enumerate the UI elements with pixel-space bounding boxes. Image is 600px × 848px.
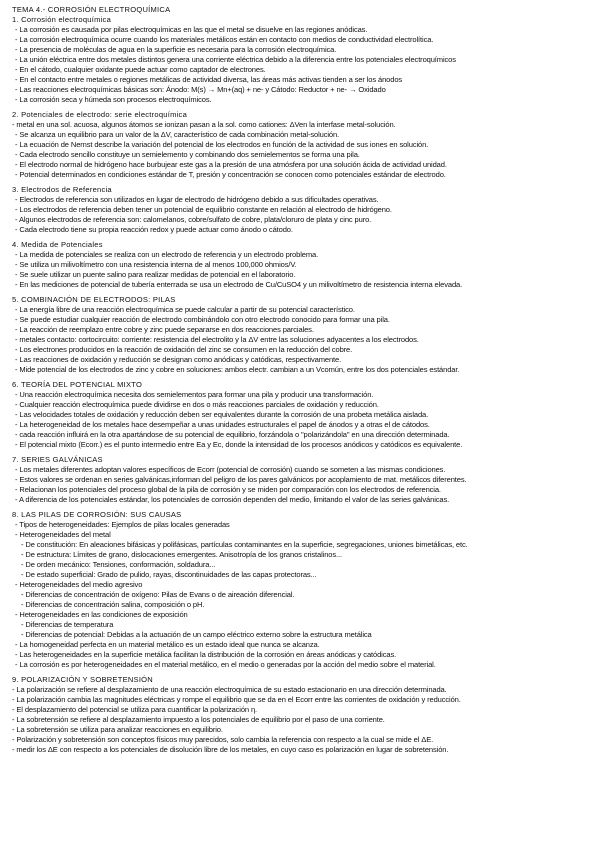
sub-bullet-line: - De constitución: En aleaciones bifásicas y polifásicas, partículas contaminantes en la superficie, segregaciones, uniones bimetálicas, etc. xyxy=(21,540,468,549)
bullet-line: - La corrosión es causada por pilas electroquímicas en las que el metal se disuelve en las regiones anódicas. xyxy=(15,25,368,34)
bullet-line: - Potencial determinados en condiciones estándar de T, presión y concentración se conocen como potenciales estándar de electrodo. xyxy=(15,170,446,179)
section-heading: 8. LAS PILAS DE CORROSIÓN: SUS CAUSAS xyxy=(12,510,182,519)
bullet-line: - La corrosión seca y húmeda son procesos electroquímicos. xyxy=(15,95,212,104)
bullet-line: - La energía libre de una reacción electroquímica se puede calcular a partir de su potencial característico. xyxy=(15,305,355,314)
bullet-line: - La homogeneidad perfecta en un material metálico es un estado ideal que nunca se alcanza. xyxy=(15,640,320,649)
section-heading: 1. Corrosión electroquímica xyxy=(12,15,112,24)
bullet-line: - Se alcanza un equilibrio para un valor de la ΔV, característico de cada combinación metal-solución. xyxy=(15,130,340,139)
section-heading: 5. COMBINACIÓN DE ELECTRODOS: PILAS xyxy=(12,295,176,304)
document-title: TEMA 4.- CORROSIÓN ELECTROQUÍMICA xyxy=(12,5,171,14)
section xyxy=(12,675,596,755)
bullet-line: - En el contacto entre metales o regiones metálicas de actividad diversa, las áreas más activas tienden a ser los ánodos xyxy=(15,75,403,84)
sub-bullet-line: - De estructura: Límites de grano, dislocaciones emergentes. Anisotropía de los granos cristalinos... xyxy=(21,550,342,559)
bullet-line: - La unión eléctrica entre dos metales distintos genera una corriente eléctrica debido a la diferencia entre los potenciales electroquímicos xyxy=(15,55,456,64)
section-heading: 9. POLARIZACIÓN Y SOBRETENSIÓN xyxy=(12,675,154,684)
bullet-line: - El potencial mixto (Ecorr.) es el punto intermedio entre Ea y Ec, donde la intensidad de los procesos anódicos y catódicos es equivalente. xyxy=(15,440,463,449)
bullet-line: - Heterogeneidades del metal xyxy=(15,530,111,539)
bullet-line: - Tipos de heterogeneidades: Ejemplos de pilas locales generadas xyxy=(15,520,230,529)
bullet-line: - Heterogeneidades en las condiciones de exposición xyxy=(15,610,188,619)
bullet-line: - La corrosión es por heterogeneidades en el material metálico, en el medio o generadas por la acción del medio sobre el material. xyxy=(15,660,436,669)
bullet-line: - La sobretensión se refiere al desplazamiento impuesto a los potenciales de equilibrio por el paso de una corriente. xyxy=(12,715,385,724)
bullet-line: - Estos valores se ordenan en series galvánicas,informan del peligro de los pares galvánicos por acoplamiento de mat. metálicos diferentes. xyxy=(15,475,467,484)
bullet-line: - La heterogeneidad de los metales hace desempeñar a unas unidades estructurales el papel de ánodos y a otras el de cátodos. xyxy=(15,420,430,429)
bullet-line: - La polarización se refiere al desplazamiento de una reacción electroquímica de su estado estacionario en una dirección determinada. xyxy=(12,685,447,694)
bullet-line: - En las mediciones de potencial de tubería enterrada se usa un electrodo de Cu/CuSO4 y un milivoltímetro de resistencia interna elevada. xyxy=(15,280,463,289)
bullet-line: - Cualquier reacción electroquímica puede dividirse en dos o más reacciones parciales de oxidación y reducción. xyxy=(15,400,379,409)
bullet-line: - Los electrodos de referencia deben tener un potencial de equilibrio constante en relación al electrodo de hidrógeno. xyxy=(15,205,392,214)
bullet-line: - En el cátodo, cualquier oxidante puede actuar como captador de electrones. xyxy=(15,65,266,74)
section xyxy=(12,510,596,670)
sub-bullet-line: - Diferencias de concentración de oxígeno: Pilas de Evans o de aireación diferencial. xyxy=(21,590,295,599)
bullet-line: - La medida de potenciales se realiza con un electrodo de referencia y un electrodo problema. xyxy=(15,250,319,259)
bullet-line: - Algunos electrodos de referencia son: calomelanos, cobre/sulfato de cobre, plata/cloruro de plata y cinc puro. xyxy=(15,215,372,224)
section xyxy=(12,295,596,375)
bullet-line: - La polarización cambia las magnitudes eléctricas y rompe el equilibrio que se da en el Ecorr entre las corrientes de oxidación y reducción. xyxy=(12,695,461,704)
bullet-line: - La reacción de reemplazo entre cobre y zinc puede separarse en dos reacciones parciales. xyxy=(15,325,314,334)
bullet-line: - La presencia de moléculas de agua en la superficie es necesaria para la corrosión electroquímica. xyxy=(15,45,337,54)
section xyxy=(12,240,596,290)
bullet-line: - Se suele utilizar un puente salino para realizar medidas de potencial en el laboratorio. xyxy=(15,270,296,279)
bullet-line: - cada reacción influirá en la otra apartándose de su potencial de equilibrio, forzándola o "polarizándola" en una dirección determinada. xyxy=(15,430,450,439)
section-heading: 6. TEORÍA DEL POTENCIAL MIXTO xyxy=(12,380,143,389)
bullet-line: - La sobretensión se utiliza para analizar reacciones en equilibrio. xyxy=(12,725,223,734)
sub-bullet-line: - Diferencias de potencial: Debidas a la actuación de un campo eléctrico externo sobre la estructura metálica xyxy=(21,630,372,639)
section-heading: 2. Potenciales de electrodo: serie electroquímica xyxy=(12,110,188,119)
section-heading: 7. SERIES GALVÁNICAS xyxy=(12,455,103,464)
bullet-line: - Relacionan los potenciales del proceso global de la pila de corrosión y se miden por comparación con los electrodos de referencia. xyxy=(15,485,441,494)
sub-bullet-line: - De estado superficial: Grado de pulido, rayas, discontinuidades de las capas protectoras... xyxy=(21,570,317,579)
section xyxy=(12,455,596,505)
bullet-line: - Los electrones producidos en la reacción de oxidación del zinc se consumen en la reducción del cobre. xyxy=(15,345,353,354)
bullet-line: - El electrodo normal de hidrógeno hace burbujear este gas a la presión de una atmósfera por una solución ácida de actividad unidad. xyxy=(15,160,447,169)
sub-bullet-line: - De orden mecánico: Tensiones, conformación, soldadura... xyxy=(21,560,216,569)
sub-bullet-line: - Diferencias de concentración salina, composición o pH. xyxy=(21,600,205,609)
section xyxy=(12,380,596,450)
bullet-line: - Las reacciones electroquímicas básicas son: Ánodo: M(s) → Mn+(aq) + ne- y Cátodo: Reductor + ne- → Oxidado xyxy=(15,85,386,94)
bullet-line: - medir los ΔE con respecto a los potenciales de disolución libre de los metales, en cuyo caso es polarización en lugar de sobretensión. xyxy=(12,745,449,754)
bullet-line: - La corrosión electroquímica ocurre cuando los materiales metálicos están en contacto con medios de conductividad electrolítica. xyxy=(15,35,434,44)
bullet-line: - Electrodos de referencia son utilizados en lugar de electrodo de hidrógeno debido a sus dificultades operativas. xyxy=(15,195,379,204)
bullet-line: - Heterogeneidades del medio agresivo xyxy=(15,580,143,589)
bullet-line: - Las velocidades totales de oxidación y reducción deben ser equivalentes durante la corrosión de una probeta metálica aislada. xyxy=(15,410,429,419)
bullet-line: - Mide potencial de los electrodos de zinc y cobre en soluciones: ambos electr. cambian a un Vcomún, entre los dos potenciales estándar. xyxy=(15,365,460,374)
bullet-line: - Los metales diferentes adoptan valores específicos de Ecorr (potencial de corrosión) cuando se someten a las mismas condiciones. xyxy=(15,465,446,474)
section-list xyxy=(12,15,596,755)
bullet-line: - Una reacción electroquímica necesita dos semielementos para formar una pila y producir una transformación. xyxy=(15,390,374,399)
bullet-line: - El desplazamiento del potencial se utiliza para cuantificar la polarización η. xyxy=(12,705,258,714)
bullet-line: - Las reacciones de oxidación y reducción se designan como anódicas y catódicas, respectivamente. xyxy=(15,355,342,364)
bullet-line: - Se puede estudiar cualquier reacción de electrodo combinándolo con otro electrodo conocido para formar una pila. xyxy=(15,315,390,324)
section xyxy=(12,110,596,180)
bullet-line: - metales contacto: cortocircuito: corriente: resistencia del electrolito y la ΔV entre las soluciones adyacentes a los electrodos. xyxy=(15,335,419,344)
section xyxy=(12,185,596,235)
bullet-line: - Las heterogeneidades en la superficie metálica facilitan la distribución de la corrosión en áreas anódicas y catódicas. xyxy=(15,650,397,659)
section-heading: 3. Electrodos de Referencia xyxy=(12,185,112,194)
bullet-line: - A diferencia de los potenciales estándar, los potenciales de corrosión dependen del medio, limitando el valor de las series galvánicas. xyxy=(15,495,450,504)
section xyxy=(12,15,596,105)
bullet-line: - Cada electrodo tiene su propia reacción redox y puede actuar como ánodo o cátodo. xyxy=(15,225,293,234)
sub-bullet-line: - Diferencias de temperatura xyxy=(21,620,114,629)
section-heading: 4. Medida de Potenciales xyxy=(12,240,103,249)
document-page xyxy=(12,5,596,755)
bullet-line: - La ecuación de Nernst describe la variación del potencial de los electrodos en función de la actividad de sus iones en solución. xyxy=(15,140,429,149)
bullet-line: - Cada electrodo sencillo constituye un semielemento y combinando dos semielementos se forma una pila. xyxy=(15,150,360,159)
bullet-line: - metal en una sol. acuosa, algunos átomos se ionizan pasan a la sol. como cationes: ΔVen la interfase metal-solución. xyxy=(12,120,396,129)
bullet-line: - Se utiliza un milivoltímetro con una resistencia interna de al menos 100,000 ohmios/V. xyxy=(15,260,297,269)
bullet-line: - Polarización y sobretensión son conceptos físicos muy parecidos, solo cambia la referencia con respecto a la cual se mide el ΔE. xyxy=(12,735,434,744)
